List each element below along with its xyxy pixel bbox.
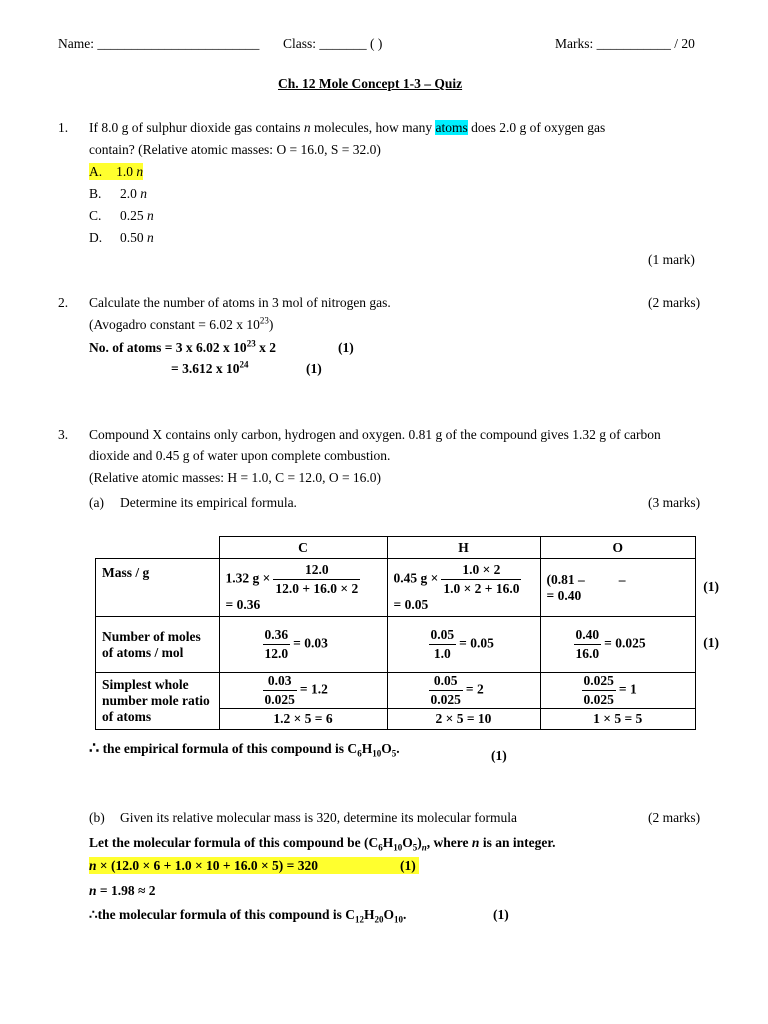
row-label-mass: Mass / g: [96, 559, 220, 617]
marks-field-label: Marks: ___________ / 20: [555, 36, 695, 51]
q3a-marks: (3 marks): [648, 495, 701, 510]
q2-answer-line1: No. of atoms = 3 x 6.02 x $10^{23}$ x 2: [89, 338, 276, 355]
col-header-h: H: [387, 537, 540, 559]
col-header-c: C: [219, 537, 387, 559]
q3-number: 3.: [58, 427, 69, 442]
class-field-label: Class: _______ ( ): [283, 36, 383, 51]
q3-text-line2: dioxide and 0.45 g of water upon complete combustion.: [89, 448, 391, 463]
q3-text-line1: Compound X contains only carbon, hydrogen and oxygen. 0.81 g of the compound gives 1.32 g of carbon: [89, 427, 661, 442]
row2-mark: (1): [703, 635, 719, 650]
q1-option-d: D. 0.50 n: [89, 230, 154, 245]
page-title: Ch. 12 Mole Concept 1-3 – Quiz: [278, 76, 463, 91]
q2-marks: (2 marks): [648, 295, 701, 310]
cell-o-whole: 1 × 5 = 5: [540, 709, 696, 730]
cell-o-moles: $\frac{0.40}{16.0}$ = 0.025 (1): [540, 617, 696, 673]
cell-h-moles: $\frac{0.05}{1.0}$ = 0.05: [387, 617, 540, 673]
q1-option-b: B. 2.0 n: [89, 186, 147, 201]
q2-avogadro: (Avogadro constant = 6.02 x $10^{23}$): [89, 315, 274, 332]
cell-c-moles: $\frac{0.36}{12.0}$ = 0.03: [219, 617, 387, 673]
highlighted-atoms: atoms: [435, 120, 468, 135]
q3b-label: (b): [89, 810, 105, 825]
row-label-moles: Number of moles of atoms / mol: [96, 617, 220, 673]
q3b-equation-mark: (1): [400, 858, 416, 873]
row-label-ratio: Simplest whole number mole ratio of atoms: [96, 673, 220, 730]
cell-h-ratio: $\frac{0.05}{0.025}$ = 2: [387, 673, 540, 709]
q2-answer-line2: = 3.612 x $10^{24}$: [171, 359, 249, 376]
q1-text-line1: If 8.0 g of sulphur dioxide gas contains n molecules, how many atoms does 2.0 g of oxygen gas: [89, 120, 606, 135]
q1-option-c: C. 0.25 n: [89, 208, 154, 223]
q3a-text: Determine its empirical formula.: [120, 495, 297, 510]
cell-c-ratio: $\frac{0.03}{0.025}$ = 1.2: [219, 673, 387, 709]
molecular-formula-mark: (1): [493, 907, 509, 922]
empirical-formula-table: [95, 536, 719, 730]
empirical-formula-mark: (1): [491, 748, 507, 763]
cell-h-mass: 0.45 g × $\frac{1.0 \times 2}{1.0 \times 2 + 16.0}$ = 0.05: [387, 559, 540, 617]
col-header-o: O: [540, 537, 696, 559]
q2-number: 2.: [58, 295, 69, 310]
q3b-n-result: n = 1.98 ≈ 2: [89, 883, 156, 898]
molecular-formula-conclusion: ∴the molecular formula of this compound is $C_{12}H_{20}O_{10}$.: [89, 907, 407, 925]
q1-marks: (1 mark): [648, 252, 695, 267]
row1-mark: (1): [703, 579, 719, 594]
q3b-text: Given its relative molecular mass is 320, determine its molecular formula: [120, 810, 518, 825]
cell-o-mass: (0.81 – – = 0.40 (1): [540, 559, 696, 617]
q3a-label: (a): [89, 495, 104, 510]
cell-h-whole: 2 × 5 = 10: [387, 709, 540, 730]
q3b-marks: (2 marks): [648, 810, 701, 825]
name-field-label: Name: ________________________: [58, 36, 260, 51]
q2-text: Calculate the number of atoms in 3 mol of nitrogen gas.: [89, 295, 391, 310]
q3-text-line3: (Relative atomic masses: H = 1.0, C = 12.0, O = 16.0): [89, 470, 382, 485]
q2-answer2-mark: (1): [306, 361, 322, 376]
q1-number: 1.: [58, 120, 69, 135]
q1-text-line2: contain? (Relative atomic masses: O = 16.0, S = 32.0): [89, 142, 381, 157]
cell-c-mass: 1.32 g × $\frac{12.0}{12.0 + 16.0 \times 2}$ = 0.36: [219, 559, 387, 617]
cell-c-whole: 1.2 × 5 = 6: [219, 709, 387, 730]
cell-o-ratio: $\frac{0.025}{0.025}$ = 1: [540, 673, 696, 709]
q2-answer1-mark: (1): [338, 340, 354, 355]
q3b-equation-line: n × (12.0 × 6 + 1.0 × 10 + 16.0 × 5) = 320: [89, 857, 419, 874]
q1-option-a: A. 1.0 n: [89, 164, 144, 179]
empirical-formula-conclusion: ∴ the empirical formula of this compound is $C_6H_{10}O_5$.: [89, 740, 400, 759]
q3b-let-line: Let the molecular formula of this compound be $(C_6H_{10}O_5)_n$, where n is an integer.: [89, 835, 556, 853]
